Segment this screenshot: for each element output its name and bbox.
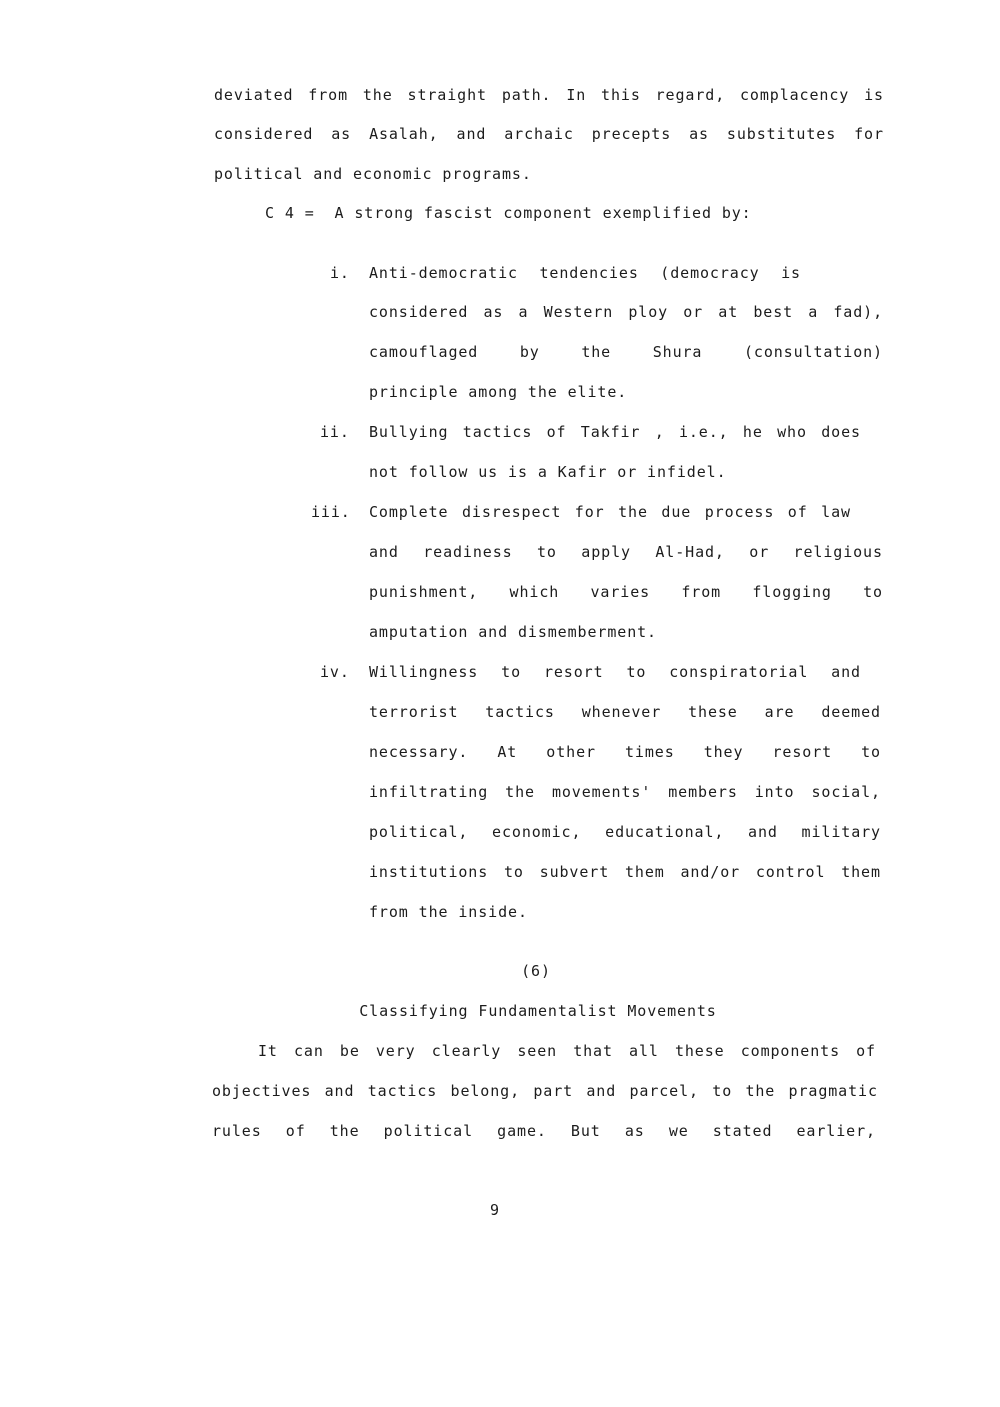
word: whenever	[581, 703, 662, 721]
word: the	[505, 783, 535, 801]
word: path.	[501, 86, 552, 104]
item-iii-line-3	[369, 582, 883, 602]
word: military	[801, 823, 881, 841]
item-iii-line-2	[369, 542, 883, 562]
word: at	[718, 303, 739, 321]
word: (democracy	[660, 264, 760, 282]
word: be	[339, 1042, 360, 1060]
word: infiltrating	[369, 783, 489, 801]
item-numeral-iv: iv.	[320, 663, 350, 681]
word: Takfir	[580, 423, 641, 441]
word: religious	[793, 543, 883, 561]
word: educational,	[605, 823, 725, 841]
word: tactics	[462, 423, 533, 441]
word: Complete	[369, 503, 449, 521]
word: tendencies	[539, 264, 639, 282]
word: deviated	[214, 86, 294, 104]
word: the	[618, 503, 648, 521]
word: of	[546, 423, 567, 441]
word: of	[285, 1122, 306, 1140]
item-numeral-ii: ii.	[320, 423, 350, 441]
item-iii-line-1	[369, 502, 851, 522]
word: archaic	[504, 125, 574, 143]
closing-line-3	[212, 1121, 876, 1141]
word: resort	[772, 743, 833, 761]
word: for	[854, 125, 884, 143]
item-ii-line-2: not follow us is a Kafir or infidel.	[369, 463, 727, 481]
word: ploy	[628, 303, 669, 321]
word: ,	[654, 423, 665, 441]
word: from	[308, 86, 349, 104]
word: Al-Had,	[655, 543, 725, 561]
word: or	[749, 543, 770, 561]
word: straight	[407, 86, 487, 104]
item-numeral-i: i.	[330, 264, 350, 282]
word: pragmatic	[788, 1082, 878, 1100]
word: and	[456, 125, 487, 143]
word: camouflaged	[369, 343, 479, 361]
word: social,	[811, 783, 881, 801]
word: stated	[712, 1122, 773, 1140]
word: parcel,	[629, 1082, 699, 1100]
word: seen	[517, 1042, 558, 1060]
word: rules	[212, 1122, 262, 1140]
word: earlier,	[796, 1122, 876, 1140]
intro-line-3: political and economic programs.	[214, 165, 532, 183]
item-iv-line-6	[369, 862, 881, 882]
word: them	[624, 863, 665, 881]
word: political	[383, 1122, 474, 1140]
item-numeral-iii: iii.	[311, 503, 351, 521]
word: from	[681, 583, 722, 601]
item-iv-line-3	[369, 742, 881, 762]
word: to	[501, 663, 522, 681]
word: complacency	[739, 86, 850, 104]
word: the	[329, 1122, 360, 1140]
word: subvert	[539, 863, 610, 881]
closing-line-2	[212, 1081, 878, 1101]
word: game.	[497, 1122, 547, 1140]
word: But	[570, 1122, 601, 1140]
intro-line-2	[214, 124, 884, 144]
word: components	[740, 1042, 841, 1060]
word: other	[546, 743, 596, 761]
word: fad),	[833, 303, 883, 321]
word: of	[856, 1042, 876, 1060]
word: and	[586, 1082, 617, 1100]
word: the	[362, 86, 393, 104]
c4-heading: C 4 = A strong fascist component exemplified by:	[265, 204, 752, 222]
word: as	[689, 125, 709, 143]
word: he	[742, 423, 763, 441]
word: is	[781, 264, 801, 282]
word: who	[777, 423, 807, 441]
item-i-line-3	[369, 342, 883, 362]
word: the	[581, 343, 612, 361]
word: a	[808, 303, 819, 321]
word: Western	[543, 303, 614, 321]
item-iv-line-2	[369, 702, 881, 722]
word: which	[509, 583, 560, 601]
word: It	[258, 1042, 278, 1060]
word: process	[704, 503, 775, 521]
word: control	[755, 863, 826, 881]
word: by	[519, 343, 540, 361]
word: necessary.	[369, 743, 469, 761]
word: as	[483, 303, 504, 321]
word: punishment,	[369, 583, 479, 601]
word: i.e.,	[678, 423, 729, 441]
word: that	[573, 1042, 613, 1060]
word: and	[369, 543, 399, 561]
word: political,	[369, 823, 469, 841]
word: of	[787, 503, 808, 521]
word: (consultation)	[743, 343, 883, 361]
word: very	[375, 1042, 416, 1060]
word: to	[863, 583, 883, 601]
word: for	[574, 503, 605, 521]
item-i-line-4: principle among the elite.	[369, 383, 628, 401]
word: economic,	[492, 823, 582, 841]
word: apply	[581, 543, 631, 561]
word: or	[683, 303, 704, 321]
word: as	[331, 125, 352, 143]
word: terrorist	[369, 703, 459, 721]
item-iii-line-4: amputation and dismemberment.	[369, 623, 657, 641]
section-number: (6)	[521, 962, 551, 980]
word: Willingness	[369, 663, 479, 681]
word: substitutes	[726, 125, 837, 143]
word: all	[629, 1042, 659, 1060]
word: flogging	[752, 583, 832, 601]
item-iv-line-5	[369, 822, 881, 842]
word: considered	[369, 303, 469, 321]
word: resort	[543, 663, 604, 681]
word: into	[754, 783, 795, 801]
word: Asalah,	[369, 125, 439, 143]
word: members	[668, 783, 738, 801]
word: movements'	[551, 783, 652, 801]
word: does	[821, 423, 861, 441]
word: due	[661, 503, 692, 521]
word: tactics	[367, 1082, 438, 1100]
word: best	[753, 303, 794, 321]
word: to	[626, 663, 647, 681]
word: the	[745, 1082, 776, 1100]
word: precepts	[591, 125, 672, 143]
word: considered	[214, 125, 314, 143]
word: In	[566, 86, 587, 104]
word: these	[674, 1042, 725, 1060]
word: to	[537, 543, 557, 561]
item-iv-line-4	[369, 782, 881, 802]
item-iv-line-1	[369, 662, 861, 682]
word: At	[497, 743, 518, 761]
word: to	[712, 1082, 733, 1100]
word: objectives	[212, 1082, 312, 1100]
word: Anti-democratic	[369, 264, 518, 282]
intro-line-1	[214, 85, 884, 105]
closing-line-1	[258, 1041, 876, 1061]
word: tactics	[485, 703, 555, 721]
word: law	[821, 503, 851, 521]
word: readiness	[423, 543, 513, 561]
word: regard,	[655, 86, 726, 104]
page-number: 9	[490, 1201, 500, 1219]
word: institutions	[369, 863, 489, 881]
word: and	[831, 663, 861, 681]
word: and/or	[680, 863, 741, 881]
word: conspiratorial	[669, 663, 809, 681]
word: they	[703, 743, 744, 761]
word: Shura	[652, 343, 703, 361]
word: deemed	[821, 703, 881, 721]
word: to	[503, 863, 524, 881]
word: a	[518, 303, 529, 321]
item-iv-line-7: from the inside.	[369, 903, 528, 921]
item-i-line-1	[369, 263, 801, 283]
word: part	[533, 1082, 574, 1100]
word: varies	[590, 583, 651, 601]
word: disrespect	[461, 503, 562, 521]
word: clearly	[431, 1042, 502, 1060]
item-ii-line-1	[369, 422, 861, 442]
word: this	[601, 86, 641, 104]
section-title: Classifying Fundamentalist Movements	[359, 1002, 717, 1020]
word: times	[624, 743, 675, 761]
word: is	[864, 86, 884, 104]
word: can	[293, 1042, 324, 1060]
word: Bullying	[369, 423, 449, 441]
word: to	[861, 743, 881, 761]
word: are	[764, 703, 795, 721]
word: as	[624, 1122, 645, 1140]
word: them	[841, 863, 881, 881]
item-i-line-2	[369, 302, 883, 322]
word: and	[324, 1082, 355, 1100]
word: we	[668, 1122, 689, 1140]
word: these	[688, 703, 738, 721]
word: belong,	[450, 1082, 521, 1100]
word: and	[748, 823, 778, 841]
